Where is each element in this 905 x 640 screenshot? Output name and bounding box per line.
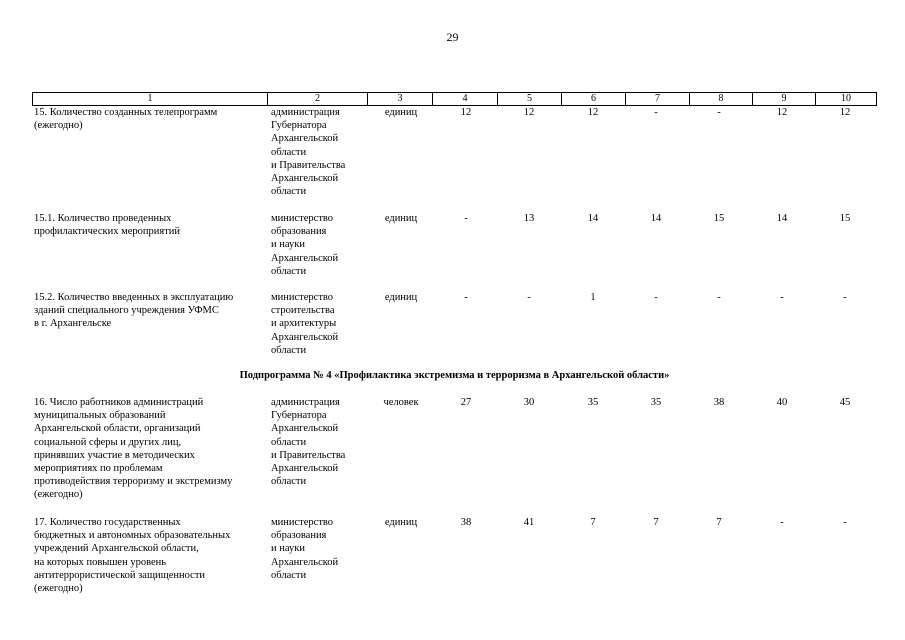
value-col-9: - [780, 292, 784, 303]
value-col-6: 1 [590, 292, 596, 303]
indicator-name: 15.1. Количество проведенных профилактических мероприятий [34, 213, 181, 238]
responsible-executor: министерство образования и науки Архангельской области [271, 517, 339, 581]
value-col-7: 7 [653, 517, 659, 528]
responsible-executor: администрация Губернатора Архангельской области и Правительства Архангельской области [271, 107, 346, 198]
responsible-executor: администрация Губернатора Архангельской области и Правительства Архангельской области [271, 397, 346, 488]
value-col-5: 12 [523, 107, 535, 118]
unit-of-measure: единиц [384, 292, 418, 303]
unit-of-measure: единиц [384, 213, 418, 224]
indicator-name: 16. Число работников администраций муниципальных образований Архангельской области, организаций социальной сферы и других лиц, принявших участие в методических мероприятиях по проблемам противодействия терроризму и экстремизму (ежегодно) [34, 397, 233, 501]
value-col-5: 13 [523, 213, 535, 224]
value-col-8: - [717, 107, 721, 118]
value-col-10: - [843, 517, 847, 528]
value-col-10: 45 [839, 397, 851, 408]
column-header-9: 9 [752, 93, 815, 105]
column-header-5: 5 [497, 93, 561, 105]
column-number-header [32, 92, 877, 106]
value-col-8: 7 [716, 517, 722, 528]
value-col-5: - [527, 292, 531, 303]
value-col-7: - [654, 107, 658, 118]
value-col-4: - [464, 213, 468, 224]
value-col-6: 35 [587, 397, 599, 408]
value-col-4: 38 [460, 517, 472, 528]
value-col-7: 35 [650, 397, 662, 408]
column-header-8: 8 [689, 93, 752, 105]
value-col-4: - [464, 292, 468, 303]
column-header-6: 6 [561, 93, 625, 105]
page-number: 29 [446, 30, 459, 44]
value-col-6: 12 [587, 107, 599, 118]
responsible-executor: министерство строительства и архитектуры Архангельской области [271, 292, 339, 356]
subprogram-title: Подпрограмма № 4 «Профилактика экстремизма и терроризма в Архангельской области» [239, 370, 670, 381]
value-col-7: - [654, 292, 658, 303]
unit-of-measure: единиц [384, 517, 418, 528]
indicator-name: 15. Количество созданных телепрограмм (ежегодно) [34, 107, 218, 132]
value-col-7: 14 [650, 213, 662, 224]
value-col-10: - [843, 292, 847, 303]
value-col-5: 30 [523, 397, 535, 408]
value-col-9: 14 [776, 213, 788, 224]
column-header-2: 2 [267, 93, 367, 105]
value-col-10: 12 [839, 107, 851, 118]
indicator-name: 15.2. Количество введенных в эксплуатацию зданий специального учреждения УФМС в г. Архангельске [34, 292, 234, 330]
value-col-5: 41 [523, 517, 535, 528]
unit-of-measure: единиц [384, 107, 418, 118]
value-col-9: 40 [776, 397, 788, 408]
column-header-10: 10 [815, 93, 877, 105]
value-col-6: 14 [587, 213, 599, 224]
unit-of-measure: человек [383, 397, 419, 408]
value-col-9: 12 [776, 107, 788, 118]
column-header-3: 3 [367, 93, 432, 105]
indicator-name: 17. Количество государственных бюджетных и автономных образовательных учреждений Архангельской области, на которых повышен уровень антитеррористической защищенности (ежегодно) [34, 517, 231, 595]
column-header-7: 7 [625, 93, 689, 105]
value-col-4: 12 [460, 107, 472, 118]
value-col-8: 38 [713, 397, 725, 408]
value-col-4: 27 [460, 397, 472, 408]
value-col-8: 15 [713, 213, 725, 224]
value-col-9: - [780, 517, 784, 528]
value-col-8: - [717, 292, 721, 303]
value-col-6: 7 [590, 517, 596, 528]
value-col-10: 15 [839, 213, 851, 224]
column-header-1: 1 [32, 93, 267, 105]
column-header-4: 4 [432, 93, 497, 105]
responsible-executor: министерство образования и науки Архангельской области [271, 213, 339, 277]
